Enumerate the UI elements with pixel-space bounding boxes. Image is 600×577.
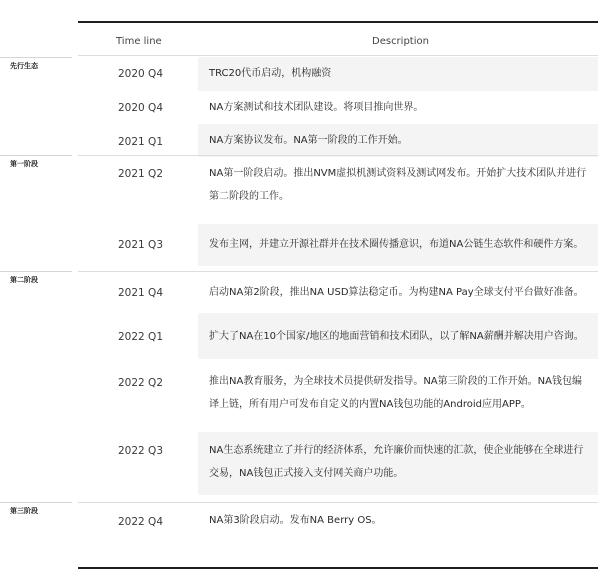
row-description: NA方案测试和技术团队建设。将项目推向世界。 [209,102,424,113]
phase-label: 第三阶段 [10,507,38,515]
row-description: NA方案协议发布。NA第一阶段的工作开始。 [209,135,408,146]
phase-divider [0,57,72,58]
row-description: 启动NA第2阶段，推出NA USD算法稳定币。为构建NA Pay全球支付平台做好准备。 [209,287,584,298]
row-description: NA第3阶段启动。发布NA Berry OS。 [209,515,382,526]
phase-label: 第一阶段 [10,160,38,168]
row-date: 2021 Q3 [118,239,164,251]
row-date: 2022 Q4 [118,516,164,528]
phase-label: 第二阶段 [10,276,38,284]
row-description: 发布主网，并建立开源社群并在技术圈传播意识，布道NA公链生态软件和硬件方案。 [209,239,584,250]
phase-divider [0,271,72,272]
table-top-rule [78,21,598,23]
table-bottom-rule [78,567,598,569]
phase-row-divider [78,502,598,503]
row-date: 2020 Q4 [118,68,164,80]
row-date: 2022 Q2 [118,377,164,389]
row-description: NA生态系统建立了并行的经济体系，允许廉价而快速的汇款，使企业能够在全球进行 交易，NA钱包正式接入支付网关商户功能。 [209,445,584,479]
row-date: 2021 Q4 [118,287,164,299]
row-date: 2022 Q3 [118,445,164,457]
row-description: 推出NA教育服务，为全球技术员提供研发指导。NA第三阶段的工作开始。NA钱包编 译上链，所有用户可发布自定义的内置NA钱包功能的Android应用APP。 [209,376,582,410]
row-date: 2021 Q2 [118,168,164,180]
row-description: TRC20代币启动，机构融资 [209,68,332,79]
phase-row-divider [78,271,598,272]
phase-divider [0,502,72,503]
column-header-description: Description [372,36,429,47]
phase-label: 先行生态 [10,62,38,70]
row-date: 2020 Q4 [118,102,164,114]
row-date: 2022 Q1 [118,331,164,343]
phase-divider [0,155,72,156]
phase-row-divider [78,155,598,156]
column-header-time-line: Time line [116,36,162,47]
row-description: NA第一阶段启动。推出NVM虚拟机测试资料及测试网发布。开始扩大技术团队并进行 第二阶段的工作。 [209,168,587,202]
row-description: 扩大了NA在10个国家/地区的地面营销和技术团队，以了解NA薪酬并解决用户咨询。 [209,331,584,342]
row-date: 2021 Q1 [118,136,164,148]
header-divider [78,55,598,56]
